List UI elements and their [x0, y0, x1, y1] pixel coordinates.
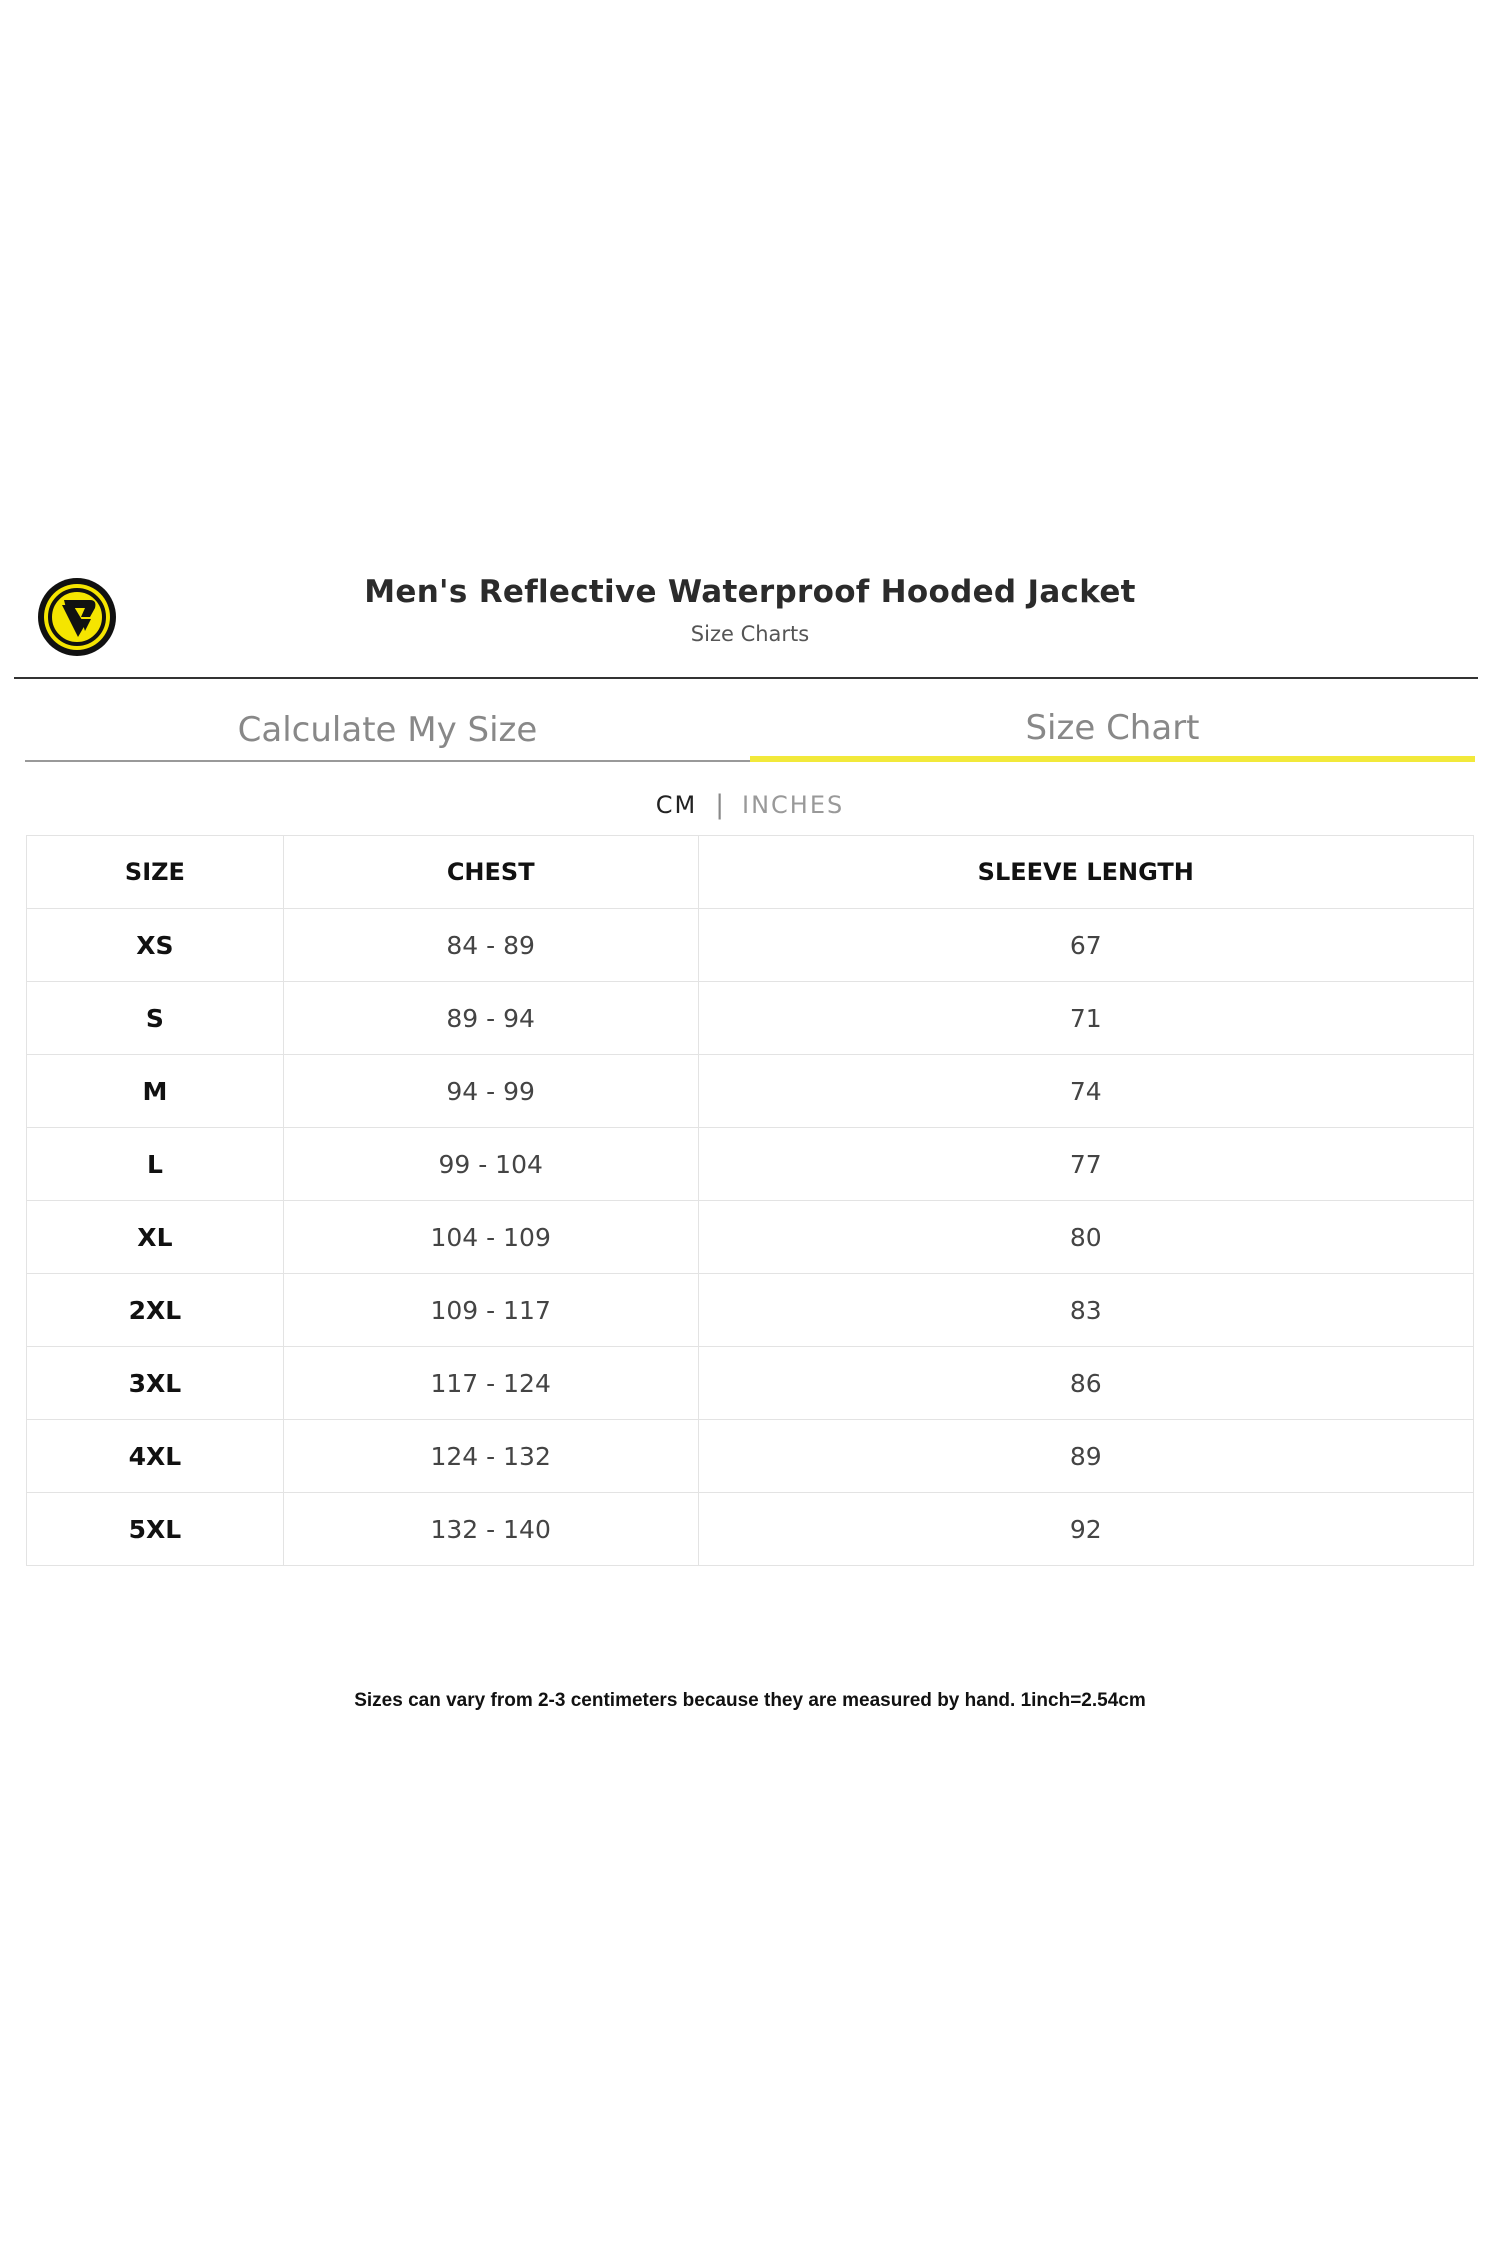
column-header-chest: CHEST	[283, 836, 698, 909]
sleeve-length-cell: 74	[698, 1055, 1473, 1128]
column-header-sleeve-length: SLEEVE LENGTH	[698, 836, 1473, 909]
unit-toggle	[300, 790, 1200, 820]
measurement-note: Sizes can vary from 2-3 centimeters because they are measured by hand. 1inch=2.54cm	[354, 1690, 1146, 1711]
unit-inches-option[interactable]: INCHES	[742, 791, 845, 819]
size-cell: XL	[27, 1201, 284, 1274]
page-title: Men's Reflective Waterproof Hooded Jacket	[364, 574, 1136, 610]
sleeve-length-cell: 86	[698, 1347, 1473, 1420]
table-row	[27, 909, 1474, 982]
table-row	[27, 1274, 1474, 1347]
table-row	[27, 1128, 1474, 1201]
size-cell: 3XL	[27, 1347, 284, 1420]
size-cell: XS	[27, 909, 284, 982]
sleeve-length-cell: 80	[698, 1201, 1473, 1274]
chest-cell: 94 - 99	[283, 1055, 698, 1128]
chest-cell: 132 - 140	[283, 1493, 698, 1566]
sleeve-length-cell: 67	[698, 909, 1473, 982]
table-row	[27, 982, 1474, 1055]
sleeve-length-cell: 92	[698, 1493, 1473, 1566]
size-cell: 4XL	[27, 1420, 284, 1493]
sleeve-length-cell: 71	[698, 982, 1473, 1055]
sleeve-length-cell: 89	[698, 1420, 1473, 1493]
tab-bar	[25, 700, 1475, 762]
chest-cell: 124 - 132	[283, 1420, 698, 1493]
page-subtitle: Size Charts	[690, 622, 810, 646]
table-row	[27, 1347, 1474, 1420]
table-row	[27, 1493, 1474, 1566]
size-cell: L	[27, 1128, 284, 1201]
chest-cell: 104 - 109	[283, 1201, 698, 1274]
unit-cm-option[interactable]: CM	[655, 791, 698, 819]
table-row	[27, 1201, 1474, 1274]
sleeve-length-cell: 77	[698, 1128, 1473, 1201]
size-cell: 2XL	[27, 1274, 284, 1347]
column-header-size: SIZE	[27, 836, 284, 909]
tab-calculate-my-size[interactable]: Calculate My Size	[25, 700, 750, 762]
chest-cell: 89 - 94	[283, 982, 698, 1055]
size-chart-table	[26, 835, 1474, 1566]
table-header-row	[27, 836, 1474, 909]
size-cell: 5XL	[27, 1493, 284, 1566]
chest-cell: 109 - 117	[283, 1274, 698, 1347]
chest-cell: 117 - 124	[283, 1347, 698, 1420]
tab-size-chart[interactable]: Size Chart	[750, 700, 1475, 762]
table-row	[27, 1420, 1474, 1493]
sleeve-length-cell: 83	[698, 1274, 1473, 1347]
header-divider	[14, 677, 1478, 679]
chest-cell: 84 - 89	[283, 909, 698, 982]
unit-separator: |	[715, 790, 724, 820]
brand-logo-icon	[35, 575, 119, 659]
size-cell: M	[27, 1055, 284, 1128]
chest-cell: 99 - 104	[283, 1128, 698, 1201]
size-cell: S	[27, 982, 284, 1055]
table-row	[27, 1055, 1474, 1128]
